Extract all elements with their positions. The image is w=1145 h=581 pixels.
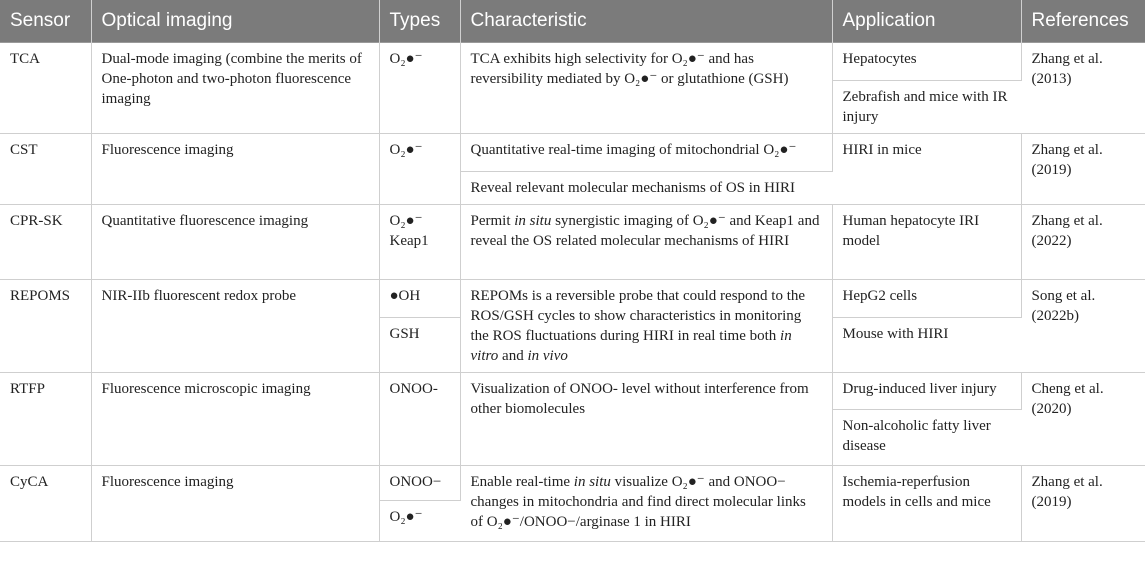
types-cell: ●OH — [379, 279, 460, 317]
header-types: Types — [379, 0, 460, 42]
application-cell: HepG2 cells — [832, 279, 1021, 317]
table-row — [0, 133, 1145, 171]
characteristic-cell: TCA exhibits high selectivity for O₂●⁻ and has reversibility mediated by O₂●⁻ or glutathione (GSH) — [460, 42, 832, 133]
characteristic-cell: Permit in situ synergistic imaging of O₂●⁻ and Keap1 and reveal the OS related molecular mechanisms of HIRI — [460, 204, 832, 279]
application-cell: Human hepatocyte IRI model — [832, 204, 1021, 279]
sensor-cell: TCA — [0, 42, 91, 133]
imaging-cell: NIR-IIb fluorescent redox probe — [91, 279, 379, 372]
header-references: References — [1021, 0, 1145, 42]
sensor-cell: CyCA — [0, 465, 91, 541]
imaging-cell: Fluorescence imaging — [91, 133, 379, 204]
types-cell: GSH — [379, 317, 460, 372]
imaging-cell: Dual-mode imaging (combine the merits of One-photon and two-photon fluorescence imaging — [91, 42, 379, 133]
sensor-cell: REPOMS — [0, 279, 91, 372]
types-cell: ONOO- — [379, 372, 460, 465]
characteristic-cell: Reveal relevant molecular mechanisms of OS in HIRI — [460, 171, 832, 204]
header-sensor: Sensor — [0, 0, 91, 42]
sensor-cell: CST — [0, 133, 91, 204]
application-cell: Mouse with HIRI — [832, 317, 1021, 372]
sensor-cell: RTFP — [0, 372, 91, 465]
header-application: Application — [832, 0, 1021, 42]
application-cell: HIRI in mice — [832, 133, 1021, 204]
reference-cell: Zhang et al. (2022) — [1021, 204, 1145, 279]
header-characteristic: Characteristic — [460, 0, 832, 42]
application-cell: Hepatocytes — [832, 42, 1021, 80]
header-optical-imaging: Optical imaging — [91, 0, 379, 42]
characteristic-cell: REPOMs is a reversible probe that could respond to the ROS/GSH cycles to show characteristics in monitoring the ROS fluctuations during HIRI in real time both in vitro and in vivo — [460, 279, 832, 372]
imaging-cell: Fluorescence imaging — [91, 465, 379, 541]
table-row — [0, 465, 1145, 500]
reference-cell: Cheng et al. (2020) — [1021, 372, 1145, 465]
types-cell: O₂●⁻ — [379, 42, 460, 133]
table-row — [0, 279, 1145, 317]
application-cell: Non-alcoholic fatty liver disease — [832, 409, 1021, 465]
table-row — [0, 204, 1145, 279]
table-row — [0, 372, 1145, 409]
application-cell: Zebrafish and mice with IR injury — [832, 80, 1021, 133]
imaging-cell: Quantitative fluorescence imaging — [91, 204, 379, 279]
application-cell: Drug-induced liver injury — [832, 372, 1021, 409]
types-cell: ONOO− — [379, 465, 460, 500]
sensor-cell: CPR-SK — [0, 204, 91, 279]
reference-cell: Zhang et al. (2019) — [1021, 133, 1145, 204]
table-row — [0, 42, 1145, 80]
characteristic-cell: Enable real-time in situ visualize O₂●⁻ and ONOO− changes in mitochondria and find direct molecular links of O₂●⁻/ONOO−/arginase 1 in HIRI — [460, 465, 832, 541]
application-cell: Ischemia-reperfusion models in cells and mice — [832, 465, 1021, 541]
types-cell: O₂●⁻ — [379, 500, 460, 541]
characteristic-cell: Visualization of ONOO- level without interference from other biomolecules — [460, 372, 832, 465]
characteristic-cell: Quantitative real-time imaging of mitochondrial O₂●⁻ — [460, 133, 832, 171]
reference-cell: Zhang et al. (2013) — [1021, 42, 1145, 133]
header-row — [0, 0, 1145, 42]
types-cell: O₂●⁻ — [379, 133, 460, 204]
reference-cell: Zhang et al. (2019) — [1021, 465, 1145, 541]
types-cell: O₂●⁻ Keap1 — [379, 204, 460, 279]
reference-cell: Song et al. (2022b) — [1021, 279, 1145, 372]
imaging-cell: Fluorescence microscopic imaging — [91, 372, 379, 465]
